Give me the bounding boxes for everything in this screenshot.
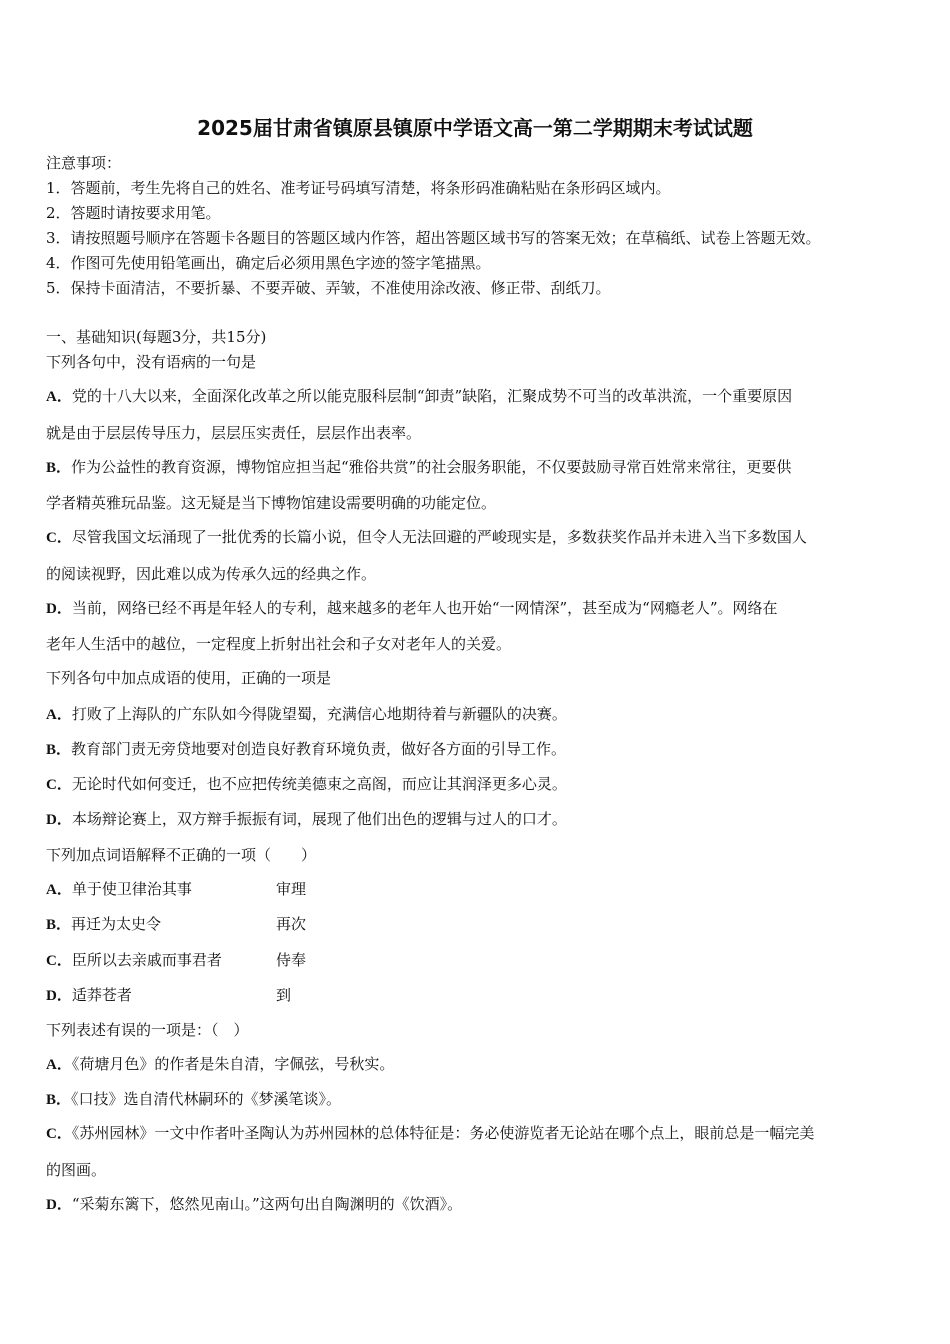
q4-option-a xyxy=(46,1053,394,1074)
option-label: B． xyxy=(46,917,72,933)
option-label: B． xyxy=(46,742,72,758)
q4-option-c xyxy=(46,1122,814,1143)
option-label: D． xyxy=(46,988,72,1004)
notice-item-5: 5．保持卡面清洁，不要折暴、不要弄破、弄皱，不准使用涂改液、修正带、刮纸刀。 xyxy=(46,279,611,297)
q3-option-a-gloss: 审理 xyxy=(276,880,307,898)
option-text: 打败了上海队的广东队如今得陇望蜀，充满信心地期待着与新疆队的决赛。 xyxy=(71,705,567,723)
option-label: A． xyxy=(46,882,72,898)
page-title: 2025届甘肃省镇原县镇原中学语文高一第二学期期末考试试题 xyxy=(197,116,753,140)
option-text: 《荷塘月色》的作者是朱自清，字佩弦，号秋实。 xyxy=(71,1055,395,1073)
q4-option-d xyxy=(46,1193,462,1214)
q2-stem: 下列各句中加点成语的使用，正确的一项是 xyxy=(46,669,332,687)
q3-option-d-gloss: 到 xyxy=(276,986,292,1004)
option-label: D． xyxy=(46,601,72,617)
q1-option-a xyxy=(46,385,792,406)
option-text: 《口技》选自清代林嗣环的《梦溪笔谈》。 xyxy=(71,1090,342,1108)
q2-option-d xyxy=(46,808,567,829)
option-label: A． xyxy=(46,1057,72,1073)
q3-stem: 下列加点词语解释不正确的一项（ ） xyxy=(46,846,317,864)
q2-option-c xyxy=(46,773,567,794)
option-text: 本场辩论赛上，双方辩手振振有词，展现了他们出色的逻辑与过人的口才。 xyxy=(71,810,567,828)
q3-option-b xyxy=(46,913,161,934)
q1-option-a-cont: 就是由于层层传导压力，层层压实责任，层层作出表率。 xyxy=(46,424,422,442)
q3-option-c xyxy=(46,949,222,970)
q1-option-d xyxy=(46,597,778,618)
option-text: 适莽苍者 xyxy=(71,986,132,1004)
q1-stem: 下列各句中，没有语病的一句是 xyxy=(46,353,257,371)
option-text: 再迁为太史令 xyxy=(71,915,162,933)
option-label: C． xyxy=(46,953,72,969)
q2-option-b xyxy=(46,738,566,759)
option-label: C． xyxy=(46,530,72,546)
option-text: 教育部门责无旁贷地要对创造良好教育环境负责，做好各方面的引导工作。 xyxy=(71,740,567,758)
option-text: 党的十八大以来，全面深化改革之所以能克服科层制“卸责”缺陷，汇聚成势不可当的改革洪流，一个重要原因 xyxy=(71,387,793,405)
option-text: 无论时代如何变迁，也不应把传统美德束之高阁，而应让其润泽更多心灵。 xyxy=(71,775,567,793)
option-label: B． xyxy=(46,460,72,476)
q1-option-b xyxy=(46,456,791,477)
option-label: D． xyxy=(46,812,72,828)
q1-option-c xyxy=(46,526,807,547)
option-text: 作为公益性的教育资源，博物馆应担当起“雅俗共赏”的社会服务职能，不仅要鼓励寻常百姓常来常往，更要供 xyxy=(71,458,792,476)
option-text: 单于使卫律治其事 xyxy=(71,880,192,898)
q3-option-a xyxy=(46,878,192,899)
q1-option-c-cont: 的阅读视野，因此难以成为传承久远的经典之作。 xyxy=(46,565,377,583)
option-text: 尽管我国文坛涌现了一批优秀的长篇小说，但令人无法回避的严峻现实是，多数获奖作品并未进入当下多数国人 xyxy=(71,528,807,546)
notice-item-1: 1．答题前，考生先将自己的姓名、准考证号码填写清楚，将条形码准确粘贴在条形码区域内。 xyxy=(46,179,671,197)
q2-option-a xyxy=(46,703,567,724)
q3-option-b-gloss: 再次 xyxy=(276,915,307,933)
option-text: 当前，网络已经不再是年轻人的专利，越来越多的老年人也开始“一网情深”，甚至成为“网瘾老人”。网络在 xyxy=(71,599,778,617)
option-text: 《苏州园林》一文中作者叶圣陶认为苏州园林的总体特征是：务必使游览者无论站在哪个点上，眼前总是一幅完美 xyxy=(71,1124,815,1142)
option-label: C． xyxy=(46,1126,72,1142)
notice-heading: 注意事项： xyxy=(46,154,122,172)
option-text: “采菊东篱下，悠然见南山。”这两句出自陶渊明的《饮酒》。 xyxy=(71,1195,463,1213)
q4-option-b xyxy=(46,1088,341,1109)
q1-option-d-cont: 老年人生活中的越位，一定程度上折射出社会和子女对老年人的关爱。 xyxy=(46,635,512,653)
q1-option-b-cont: 学者精英雅玩品鉴。这无疑是当下博物馆建设需要明确的功能定位。 xyxy=(46,494,497,512)
q3-option-d xyxy=(46,984,132,1005)
q4-option-c-cont: 的图画。 xyxy=(46,1161,107,1179)
option-label: A． xyxy=(46,389,72,405)
section-heading: 一、基础知识(每题3分，共15分) xyxy=(46,328,267,346)
notice-item-2: 2．答题时请按要求用笔。 xyxy=(46,204,221,222)
option-text: 臣所以去亲戚而事君者 xyxy=(71,951,222,969)
q4-stem: 下列表述有误的一项是：（ ） xyxy=(46,1021,249,1039)
q3-option-c-gloss: 侍奉 xyxy=(276,951,307,969)
notice-item-3: 3．请按照题号顺序在答题卡各题目的答题区域内作答，超出答题区域书写的答案无效；在草稿纸、试卷上答题无效。 xyxy=(46,229,821,247)
notice-item-4: 4．作图可先使用铅笔画出，确定后必须用黑色字迹的签字笔描黑。 xyxy=(46,254,491,272)
option-label: A． xyxy=(46,707,72,723)
option-label: C． xyxy=(46,777,72,793)
option-label: D． xyxy=(46,1197,72,1213)
option-label: B． xyxy=(46,1092,72,1108)
